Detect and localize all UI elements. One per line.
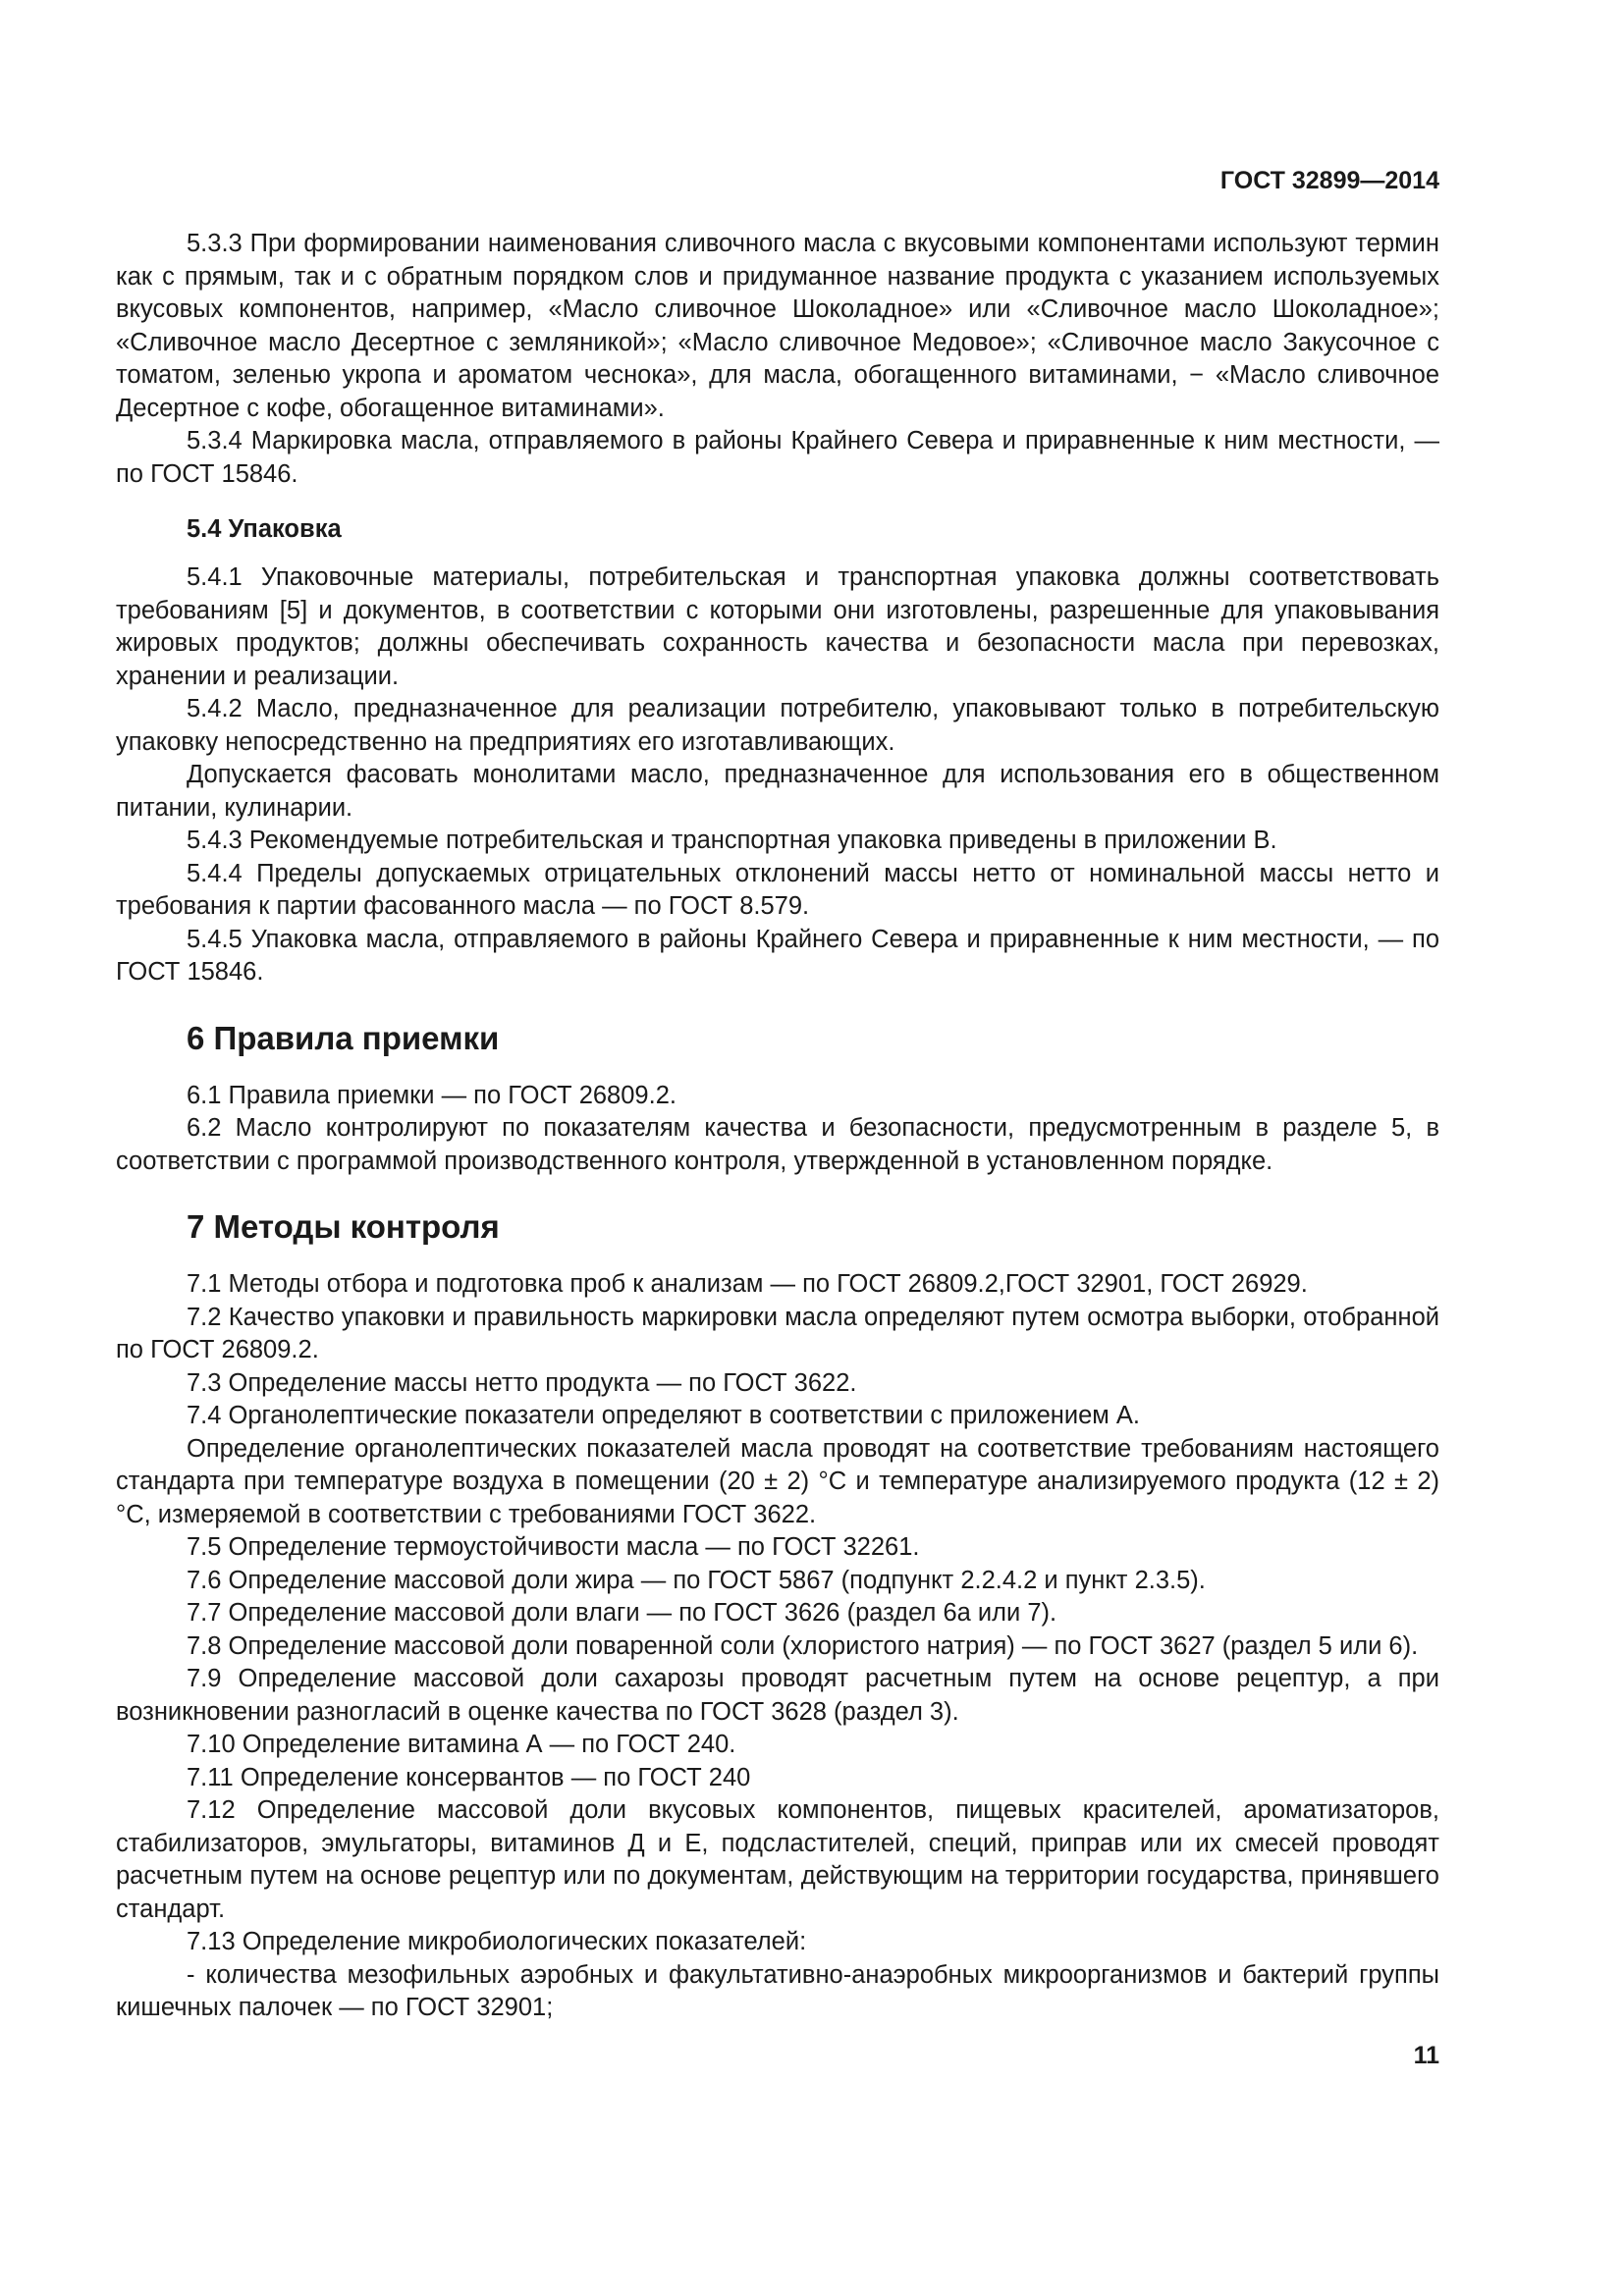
paragraph-7-11: 7.11 Определение консервантов — по ГОСТ 240 (187, 1763, 751, 1791)
paragraph-5-4-3: 5.4.3 Рекомендуемые потребительская и транспортная упаковка приведены в приложении В. (187, 827, 1277, 854)
paragraph-7-3: 7.3 Определение массы нетто продукта — по ГОСТ 3622. (187, 1368, 857, 1397)
paragraph-5-4-4: 5.4.4 Пределы допускаемых отрицательных отклонений массы нетто от номинальной массы нетто и требования к партии фасованного масла — по ГОСТ 8.579. (116, 859, 1439, 920)
paragraph-7-7: 7.7 Определение массовой доли влаги — по ГОСТ 3626 (раздел 6а или 7). (187, 1599, 1057, 1627)
paragraph-7-4: 7.4 Органолептические показатели определяют в соответствии с приложением А. (187, 1402, 1141, 1429)
paragraph-7-1: 7.1 Методы отбора и подготовка проб к анализам — по ГОСТ 26809.2,ГОСТ 32901, ГОСТ 26929. (187, 1270, 1308, 1298)
paragraph-7-5: 7.5 Определение термоустойчивости масла — по ГОСТ 32261. (187, 1533, 920, 1561)
paragraph-7-8: 7.8 Определение массовой доли поваренной соли (хлористого натрия) — по ГОСТ 3627 (раздел 5 или 6). (187, 1631, 1419, 1660)
paragraph-6-2: 6.2 Масло контролируют по показателям качества и безопасности, предусмотренным в разделе 5, в соответствии с программой производственного контроля, утвержденной в установленном порядке. (116, 1114, 1439, 1175)
paragraph-7-13: 7.13 Определение микробиологических показателей: (187, 1928, 807, 1955)
section-7-title: 7 Методы контроля (187, 1208, 500, 1245)
paragraph-7-12: 7.12 Определение массовой доли вкусовых компонентов, пищевых красителей, ароматизаторов, стабилизаторов, эмульгаторы, витаминов Д и Е, подсластителей, специй, приправ или их смесей проводят расчетным путем на основе рецептур или по документам, действующим на территории государства, принявшего стандарт. (116, 1796, 1439, 1923)
paragraph-7-6: 7.6 Определение массовой доли жира — по ГОСТ 5867 (подпункт 2.2.4.2 и пункт 2.3.5). (187, 1566, 1206, 1594)
paragraph-6-1: 6.1 Правила приемки — по ГОСТ 26809.2. (187, 1081, 677, 1109)
document-header-id: ГОСТ 32899—2014 (1219, 167, 1439, 194)
section-6-title: 6 Правила приемки (187, 1019, 500, 1056)
list-item-7-13-a: - количества мезофильных аэробных и факультативно-анаэробных микроорганизмов и бактерий группы кишечных палочек — по ГОСТ 32901; (116, 1960, 1439, 2021)
paragraph-5-4-2: 5.4.2 Масло, предназначенное для реализации потребителю, упаковывают только в потребительскую упаковку непосредственно на предприятиях его изготавливающих. (116, 695, 1439, 756)
paragraph-7-10: 7.10 Определение витамина А — по ГОСТ 240. (187, 1731, 736, 1758)
paragraph-5-4-5: 5.4.5 Упаковка масла, отправляемого в районы Крайнего Севера и приравненные к ним местности, — по ГОСТ 15846. (116, 925, 1439, 986)
paragraph-5-3-4: 5.3.4 Маркировка масла, отправляемого в районы Крайнего Севера и приравненные к ним местности, — по ГОСТ 15846. (116, 427, 1439, 488)
paragraph-7-2: 7.2 Качество упаковки и правильность маркировки масла определяют путем осмотра выборки, отобранной по ГОСТ 26809.2. (116, 1303, 1439, 1363)
paragraph-7-9: 7.9 Определение массовой доли сахарозы проводят расчетным путем на основе рецептур, а при возникновении разногласий в оценке качества по ГОСТ 3628 (раздел 3). (116, 1665, 1439, 1726)
section-5-4-title: 5.4 Упаковка (187, 515, 342, 543)
paragraph-5-3-3: 5.3.3 При формировании наименования сливочного масла с вкусовыми компонентами используют термин как с прямым, так и с обратным порядком слов и придуманное название продукта с указанием используемых вкусовых компонентов, например, «Масло сливочное Шоколадное» или «Сливочное масло Шоколадное»; «Сливочное масло Десертное с земляникой»; «Масло сливочное Медовое»; «Сливочное масло Закусочное с томатом, зеленью укропа и ароматом чеснока», для масла, обогащенного витаминами, − «Масло сливочное Десертное с кофе, обогащенное витаминами». (116, 230, 1439, 422)
paragraph-7-4-b: Определение органолептических показателей масла проводят на соответствие требованиям настоящего стандарта при температуре воздуха в помещении (20 ± 2) °С и температуре анализируемого продукта (12 ± 2) °С, измеряемой в соответствии с требованиями ГОСТ 3622. (116, 1434, 1439, 1528)
paragraph-5-4-2-b: Допускается фасовать монолитами масло, предназначенное для использования его в общественном питании, кулинарии. (116, 761, 1439, 822)
document-body (116, 228, 1439, 2025)
page-number: 11 (1413, 2042, 1439, 2069)
paragraph-5-4-1: 5.4.1 Упаковочные материалы, потребительская и транспортная упаковка должны соответствовать требованиям [5] и документов, в соответствии с которыми они изготовлены, разрешенные для упаковывания жировых продуктов; должны обеспечивать сохранность качества и безопасности масла при перевозках, хранении и реализации. (116, 563, 1439, 690)
